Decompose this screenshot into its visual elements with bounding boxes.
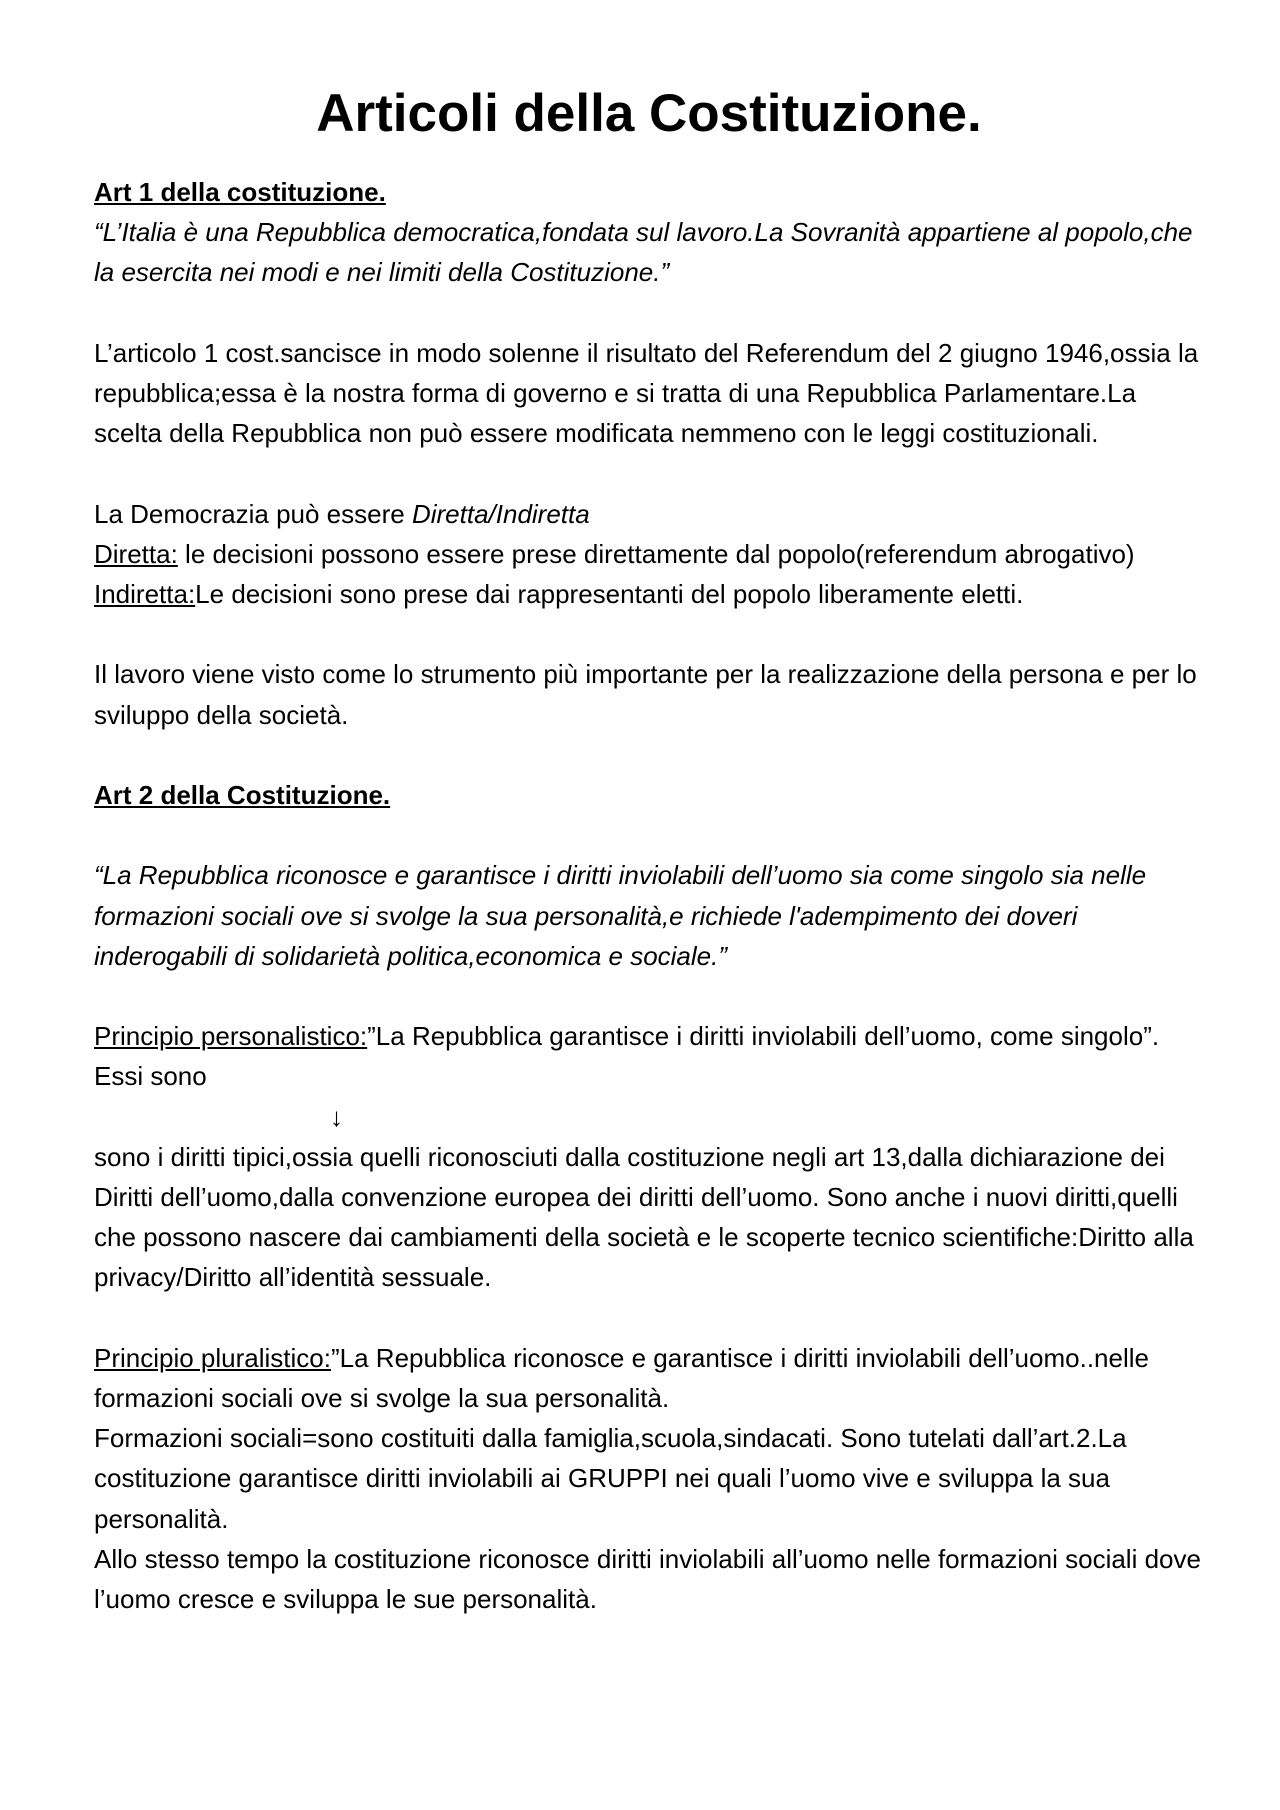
diretta-label: Diretta: <box>94 538 178 569</box>
spacer <box>94 1298 1204 1338</box>
spacer <box>94 735 1204 775</box>
spacer <box>94 453 1204 493</box>
art2-paragraph-diritti-tipici: sono i diritti tipici,ossia quelli riconosciuti dalla costituzione negli art 13,dalla dichiarazione dei Diritti dell’uomo,dalla convenzione europea dei diritti dell’uomo. Sono anche i nuovi diritti,quelli che possono nascere dai cambiamenti della società e le scoperte tecnico scientifiche:Diritto alla privacy/Diritto all’identità sessuale. <box>94 1141 1194 1293</box>
art2-paragraph-formazioni: Formazioni sociali=sono costituiti dalla famiglia,scuola,sindacati. Sono tutelati dall’art.2.La costituzione garantisce diritti inviolabili ai GRUPPI nei quali l’uomo vive e sviluppa la sua personalità. <box>94 1423 1127 1534</box>
spacer <box>94 293 1204 333</box>
spacer <box>94 976 1204 1016</box>
art2-heading: Art 2 della Costituzione. <box>94 779 391 810</box>
art1-diretta-line <box>94 534 1204 574</box>
diretta-text: le decisioni possono essere prese direttamente dal popolo(referendum abrogativo) <box>177 538 1135 569</box>
page-title: Articoli della Costituzione. <box>316 84 982 143</box>
document-page <box>94 0 1204 1619</box>
spacer <box>94 614 1204 654</box>
art1-heading: Art 1 della costituzione. <box>94 177 386 207</box>
indiretta-text: Le decisioni sono prese dai rappresentanti del popolo liberamente eletti. <box>195 579 1024 609</box>
personalistico-label: Principio personalistico: <box>94 1021 368 1052</box>
art2-pluralistico-line <box>94 1338 1204 1418</box>
document-body <box>94 172 1204 1619</box>
art2-quote: “La Repubblica riconosce e garantisce i diritti inviolabili dell’uomo sia come singolo sia nelle formazioni sociali ove si svolge la sua personalità,e richiede l'adempimento dei doveri inderogabili di solidarietà politica,economica e sociale.” <box>94 860 1147 971</box>
art1-paragraph-lavoro: Il lavoro viene visto come lo strumento più importante per la realizzazione della persona e per lo sviluppo della società. <box>94 659 1197 730</box>
art2-paragraph-stesso-tempo: Allo stesso tempo la costituzione riconosce diritti inviolabili all’uomo nelle formazioni sociali dove l’uomo cresce e sviluppa le sue personalità. <box>94 1543 1201 1614</box>
democrazia-italic: Diretta/Indiretta <box>411 498 590 529</box>
art1-democrazia-line <box>94 494 1204 534</box>
art1-paragraph-referendum: L’articolo 1 cost.sancisce in modo solenne il risultato del Referendum del 2 giugno 1946,ossia la repubblica;essa è la nostra forma di governo e si tratta di una Repubblica Parlamentare.La scelta della Repubblica non può essere modificata nemmeno con le leggi costituzionali. <box>94 337 1199 449</box>
pluralistico-text: ”La Repubblica riconosce e garantisce i diritti inviolabili dell’uomo..nelle formazioni sociali ove si svolge la sua personalità. <box>94 1342 1149 1413</box>
personalistico-text: ”La Repubblica garantisce i diritti inviolabili dell’uomo, come singolo”. Essi sono <box>94 1021 1160 1092</box>
art1-quote: “L’Italia è una Repubblica democratica,fondata sul lavoro.La Sovranità appartiene al popolo,che la esercita nei modi e nei limiti della Costituzione.” <box>94 217 1193 288</box>
spacer <box>94 815 1204 855</box>
down-arrow-icon: ↓ <box>330 1101 343 1132</box>
pluralistico-label: Principio pluralistico: <box>94 1342 331 1373</box>
art1-indiretta-line <box>94 574 1204 614</box>
art2-personalistico-line <box>94 1016 1204 1096</box>
democrazia-text: La Democrazia può essere <box>94 498 412 529</box>
indiretta-label: Indiretta: <box>94 579 196 609</box>
